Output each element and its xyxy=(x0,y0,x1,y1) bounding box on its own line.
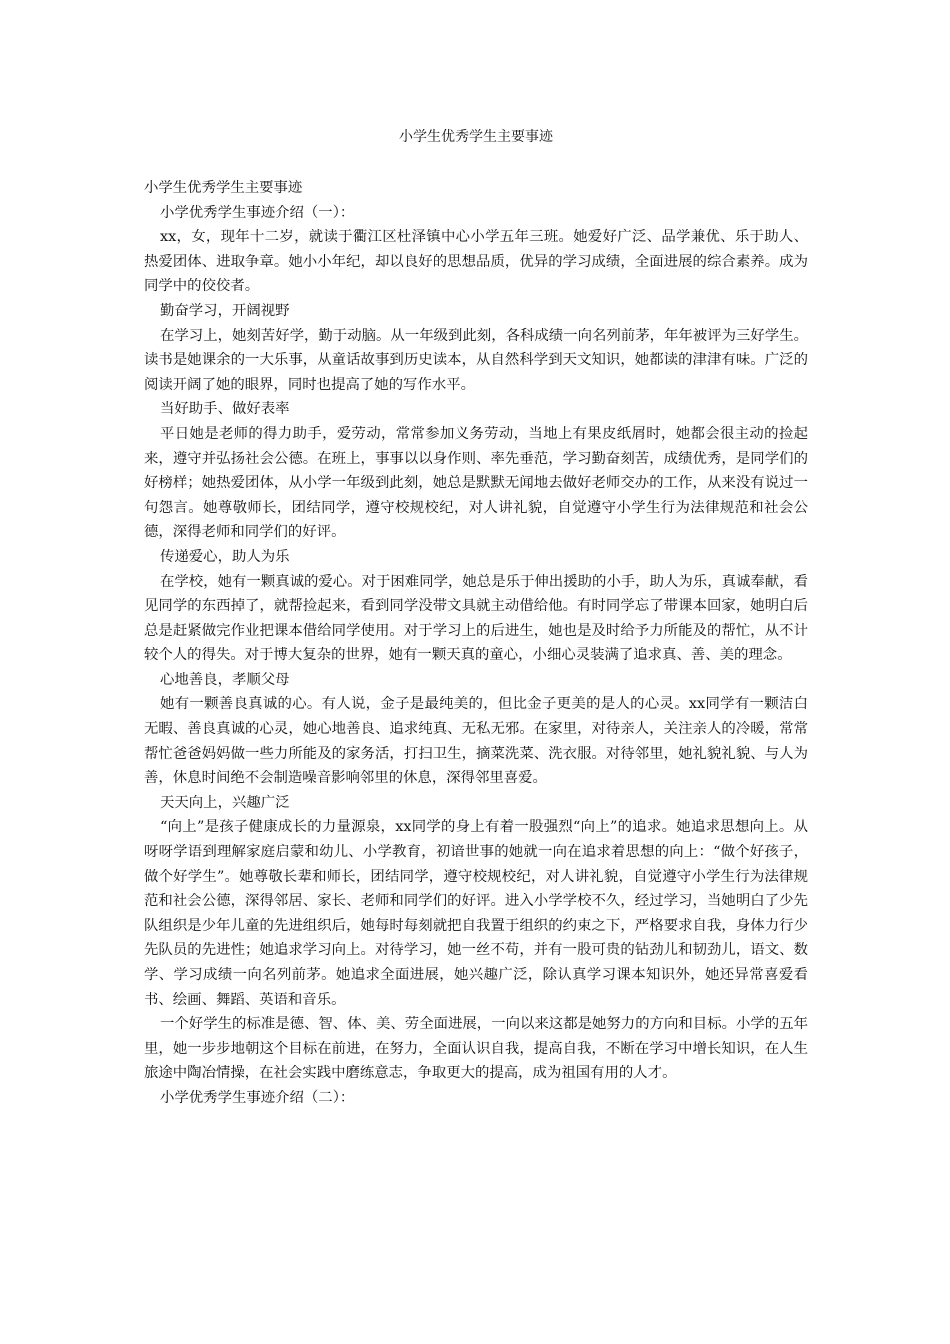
section-heading-helper: 当好助手、做好表率 xyxy=(160,401,290,418)
section-heading-study: 勤奋学习，开阔视野 xyxy=(160,302,290,319)
section-heading-kindness: 传递爱心，助人为乐 xyxy=(160,548,290,565)
section-heading-filial: 心地善良，孝顺父母 xyxy=(160,671,290,688)
body-paragraph: 平日她是老师的得力助手，爱劳动，常常参加义务劳动，当地上有果皮纸屑时，她都会很主动的捡起来，遵守并弘扬社会公德。在班上，事事以以身作则、率先垂范，学习勤奋刻苦，成绩优秀，是同学们的好榜样；她热爱团体，从小学一年级到此刻，她总是默默无闻地去做好老师交办的工作，从来没有说过一句怨言。她尊敬师长，团结同学，遵守校规校纪，对人讲礼貌，自觉遵守小学生行为法律规范和社会公德，深得老师和同学们的好评。 xyxy=(144,425,808,541)
document-body xyxy=(144,176,808,1111)
body-paragraph: 在学校，她有一颗真诚的爱心。对于困难同学，她总是乐于伸出援助的小手，助人为乐，真诚奉献，看见同学的东西掉了，就帮捡起来，看到同学没带文具就主动借给他。有时同学忘了带课本回家，她明白后总是赶紧做完作业把课本借给同学使用。对于学习上的后进生，她也是及时给予力所能及的帮忙，从不计较个人的得失。对于博大复杂的世界，她有一颗天真的童心，小细心灵装满了追求真、善、美的理念。 xyxy=(144,573,808,664)
section-heading-progress: 天天向上，兴趣广泛 xyxy=(160,794,290,811)
section-heading-intro-two: 小学优秀学生事迹介绍（二）： xyxy=(160,1089,355,1106)
subtitle-line: 小学生优秀学生主要事迹 xyxy=(144,180,303,196)
document-title: 小学生优秀学生主要事迹 xyxy=(399,129,553,145)
section-heading-intro-one: 小学优秀学生事迹介绍（一）： xyxy=(160,204,355,221)
body-paragraph: 在学习上，她刻苦好学，勤于动脑。从一年级到此刻，各科成绩一向名列前茅，年年被评为三好学生。读书是她课余的一大乐事，从童话故事到历史读本，从自然科学到天文知识，她都读的津津有味。广泛的阅读开阔了她的眼界，同时也提高了她的写作水平。 xyxy=(144,327,808,393)
body-paragraph: 一个好学生的标准是德、智、体、美、劳全面进展，一向以来这都是她努力的方向和目标。小学的五年里，她一步步地朝这个目标在前进，在努力，全面认识自我，提高自我，不断在学习中增长知识，在人生旅途中陶冶情操，在社会实践中磨练意志，争取更大的提高，成为祖国有用的人才。 xyxy=(144,1016,808,1082)
body-paragraph: xx，女，现年十二岁，就读于衢江区杜泽镇中心小学五年三班。她爱好广泛、品学兼优、乐于助人、热爱团体、进取争章。她小小年纪，却以良好的思想品质，优异的学习成绩，全面进展的综合素养。成为同学中的佼佼者。 xyxy=(144,229,808,295)
body-paragraph: 她有一颗善良真诚的心。有人说，金子是最纯美的，但比金子更美的是人的心灵。xx同学有一颗洁白无暇、善良真诚的心灵，她心地善良、追求纯真、无私无邪。在家里，对待亲人，关注亲人的冷暖，常常帮忙爸爸妈妈做一些力所能及的家务活，打扫卫生，摘菜洗菜、洗衣服。对待邻里，她礼貌礼貌、与人为善，休息时间绝不会制造噪音影响邻里的休息，深得邻里喜爱。 xyxy=(144,696,808,787)
body-paragraph: “向上”是孩子健康成长的力量源泉，xx同学的身上有着一股强烈“向上”的追求。她追求思想向上。从呀呀学语到理解家庭启蒙和幼儿、小学教育，初谙世事的她就一向在追求着思想的向上：“做个好孩子，做个好学生”。她尊敬长辈和师长，团结同学，遵守校规校纪，对人讲礼貌，自觉遵守小学生行为法律规范和社会公德，深得邻居、家长、老师和同学们的好评。进入小学学校不久，经过学习，当她明白了少先队组织是少年儿童的先进组织后，她每时每刻就把自我置于组织的约束之下，严格要求自我，身体力行少先队员的先进性；她追求学习向上。对待学习，她一丝不苟，并有一股可贵的钻劲儿和韧劲儿，语文、数学、学习成绩一向名列前茅。她追求全面进展，她兴趣广泛，除认真学习课本知识外，她还异常喜爱看书、绘画、舞蹈、英语和音乐。 xyxy=(144,819,808,1008)
